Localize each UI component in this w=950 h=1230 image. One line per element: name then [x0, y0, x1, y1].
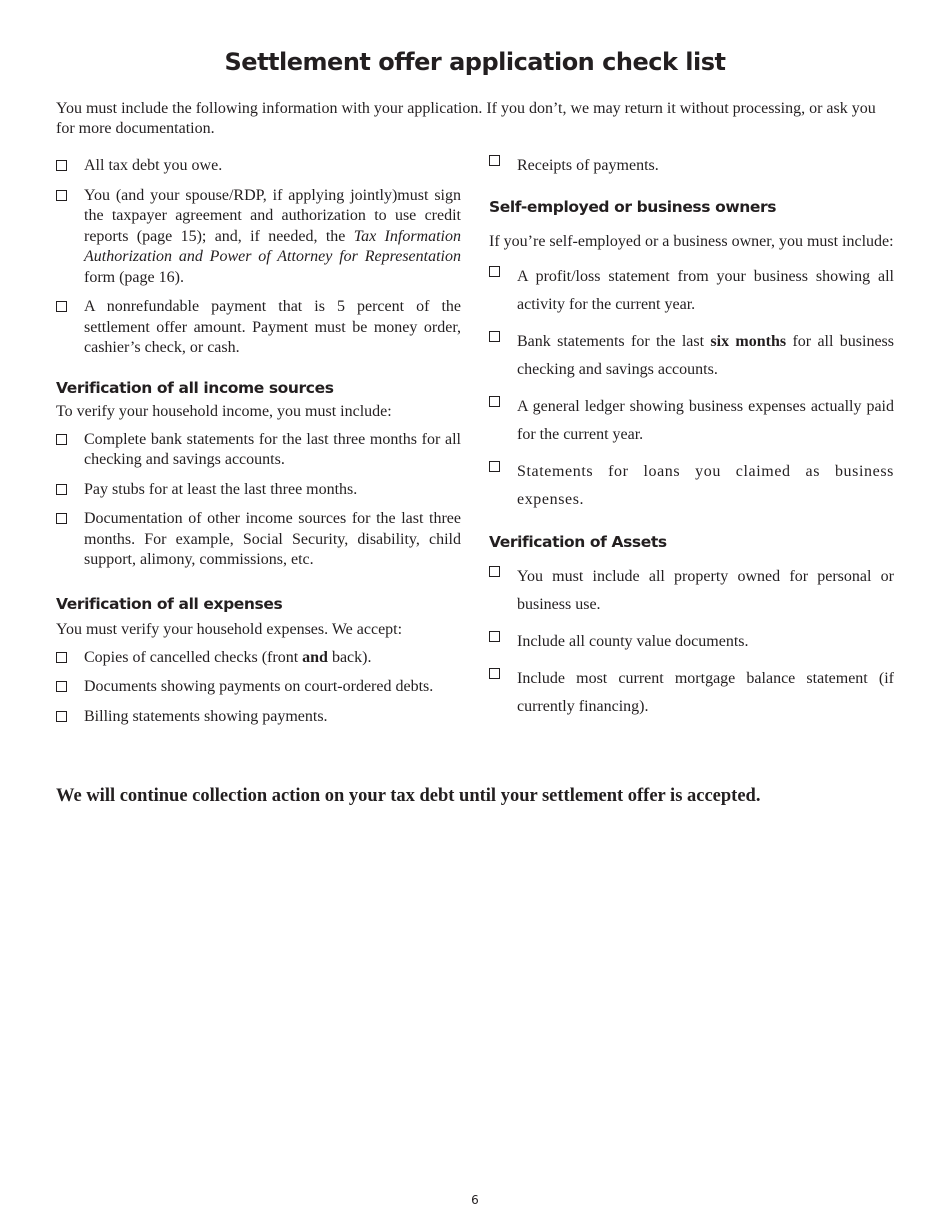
item-text: Documentation of other income sources for the last three months. For example, Social Security, disability, child support, alimony, commissions, etc. — [84, 510, 461, 568]
item-text: Include most current mortgage balance statement (if currently financing). — [517, 670, 894, 715]
checkbox[interactable] — [489, 155, 500, 166]
checklist-item-payment — [56, 297, 461, 359]
checklist-item-billing-statements — [56, 707, 461, 728]
checkbox[interactable] — [489, 461, 500, 472]
item-text: All tax debt you owe. — [84, 157, 223, 174]
emphasis: six months — [710, 333, 787, 350]
checkbox[interactable] — [489, 331, 500, 342]
expenses-heading: Verification of all expenses — [56, 594, 283, 613]
item-text: Include all county value documents. — [517, 633, 749, 650]
item-text: Complete bank statements for the last three months for all checking and savings accounts. — [84, 430, 461, 468]
item-text: Bank statements for the last — [517, 333, 711, 350]
checklist-item-county-value — [489, 628, 894, 656]
item-text: Copies of cancelled checks (front — [84, 648, 303, 666]
expenses-text: You must verify your household expenses. We accept: — [56, 620, 403, 638]
collection-notice: We will continue collection action on your tax debt until your settlement offer is accepted. — [56, 786, 761, 806]
checklist-item-court-debts — [56, 677, 461, 698]
page-title: Settlement offer application check list — [224, 48, 726, 76]
checklist-item-business-bank — [489, 328, 894, 384]
assets-heading: Verification of Assets — [489, 533, 667, 551]
checkbox[interactable] — [56, 513, 67, 524]
checklist-item-loans — [489, 458, 894, 514]
left-column — [56, 156, 461, 727]
checklist-item-property — [489, 563, 894, 619]
checkbox[interactable] — [489, 631, 500, 642]
checkbox[interactable] — [56, 484, 67, 495]
emphasis: and — [302, 648, 328, 666]
checkbox[interactable] — [56, 711, 67, 722]
checkbox[interactable] — [489, 396, 500, 407]
income-heading: Verification of all income sources — [56, 378, 334, 397]
item-text: You must include all property owned for personal or business use. — [517, 568, 894, 613]
checkbox[interactable] — [489, 668, 500, 679]
business-text: If you’re self-employed or a business owner, you must include: — [489, 233, 894, 250]
checklist-item-mortgage — [489, 665, 894, 721]
item-text: Documents showing payments on court-ordered debts. — [84, 678, 434, 695]
item-text: A nonrefundable payment that is 5 percent of the settlement offer amount. Payment must be money order, cashier’s check, or cash. — [84, 298, 461, 356]
checklist-item-profit-loss — [489, 263, 894, 319]
page-number: 6 — [471, 1193, 479, 1207]
checkbox[interactable] — [56, 681, 67, 692]
item-text: A general ledger showing business expenses actually paid for the current year. — [517, 398, 894, 443]
checklist-item-general-ledger — [489, 393, 894, 449]
income-text: To verify your household income, you must include: — [56, 402, 392, 420]
checklist-item-receipts — [489, 152, 894, 180]
checklist-item-agreement — [56, 186, 461, 289]
checklist-item-cancelled-checks — [56, 648, 461, 669]
checkbox[interactable] — [56, 652, 67, 663]
checklist-item-tax-debt — [56, 156, 461, 177]
checkbox[interactable] — [489, 566, 500, 577]
checkbox[interactable] — [489, 266, 500, 277]
checkbox[interactable] — [56, 190, 67, 201]
intro-text: You must include the following information with your application. If you don’t, we may return it without processing, or ask you for more documentation. — [56, 100, 876, 137]
item-text: back). — [327, 648, 372, 666]
item-text: A profit/loss statement from your business showing all activity for the current year. — [517, 268, 894, 313]
business-heading: Self-employed or business owners — [489, 198, 777, 216]
item-text: Billing statements showing payments. — [84, 707, 328, 725]
checkbox[interactable] — [56, 160, 67, 171]
form-name: Tax Information Authorization and Power of Attorney for Representation — [84, 227, 461, 265]
item-text: form (page 16). — [84, 268, 184, 286]
item-text: Statements for loans you claimed as business expenses. — [517, 463, 894, 508]
checklist-item-other-income — [56, 509, 461, 571]
checklist-item-pay-stubs — [56, 480, 461, 501]
item-text: Receipts of payments. — [517, 157, 659, 174]
item-text: You (and your spouse/RDP, if applying jointly)must sign the taxpayer agreement and authorization to use credit reports (page 15); and, if needed, the — [84, 186, 461, 245]
right-column — [489, 152, 894, 721]
checklist-item-bank-statements — [56, 430, 461, 471]
item-text: Pay stubs for at least the last three months. — [84, 480, 358, 498]
checkbox[interactable] — [56, 434, 67, 445]
item-text: for all business checking and savings accounts. — [517, 333, 895, 378]
checkbox[interactable] — [56, 301, 67, 312]
